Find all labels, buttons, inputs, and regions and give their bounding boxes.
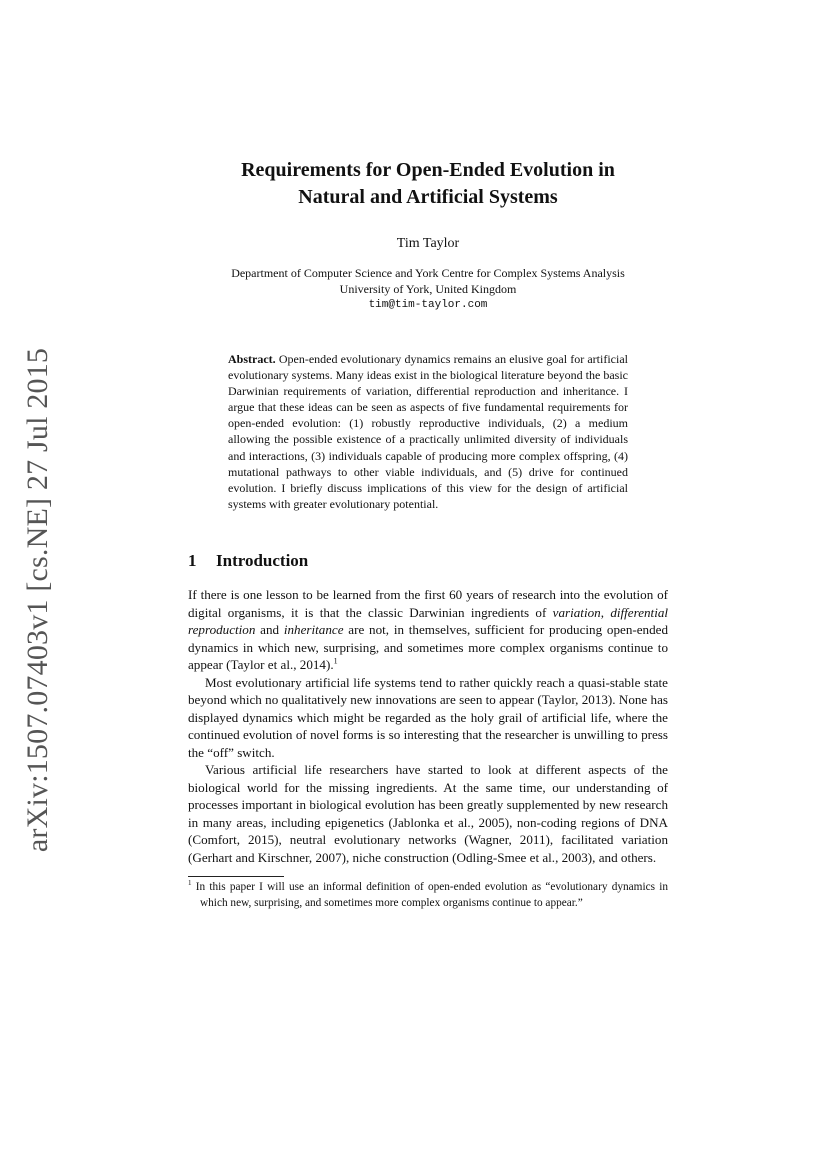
affiliation: [150, 265, 706, 313]
paragraph-1-sep-2: and: [255, 622, 284, 637]
author-name: Tim Taylor: [396, 236, 460, 251]
term-differential-reproduction: differential reproduction: [188, 604, 669, 637]
paragraph-1: [188, 586, 668, 674]
affiliation-department: Department of Computer Science and York Centre for Complex Systems Analysis: [231, 266, 625, 280]
term-variation: variation: [552, 604, 601, 620]
arxiv-identifier-text: arXiv:1507.07403v1 [cs.NE] 27 Jul 2015: [21, 347, 54, 853]
affiliation-university: University of York, United Kingdom: [339, 282, 517, 296]
paragraph-1-part-2: are not, in themselves, sufficient for producing open-ended dynamics in which new, surprising, and sometimes more complex organisms continue to appear (Taylor et al., 2014).: [188, 622, 669, 672]
section-number: 1: [188, 551, 197, 570]
arxiv-identifier: [10, 345, 66, 855]
footnote-divider: [188, 876, 284, 877]
footnote-reference: 1: [333, 656, 338, 666]
paper-title-line-1: Requirements for Open-Ended Evolution in: [241, 159, 615, 181]
paragraph-1-sep-1: ,: [600, 604, 611, 620]
paragraph-2: Most evolutionary artificial life systems tend to rather quickly reach a quasi-stable state beyond which no qualitatively new innovations are seen to appear (Taylor, 2013). None has displayed dynamics which might be regarded as the holy grail of artificial life, where the continued evolution of novel forms is so interesting that the researcher is unwilling to press the “off” switch.: [188, 674, 668, 760]
paper-title-line-2: Natural and Artificial Systems: [298, 186, 558, 208]
paper-title: [150, 157, 706, 211]
paragraph-3: Various artificial life researchers have started to look at different aspects of the biological world for the missing ingredients. At the same time, our understanding of processes important in biological evolution has been greatly supplemented by new research in many areas, including epigenetics (Jablonka et al., 2005), non-coding regions of DNA (Comfort, 2015), neutral evolutionary networks (Wagner, 2011), facilitated variation (Gerhart and Kirschner, 2007), niche construction (Odling-Smee et al., 2003), and others.: [188, 762, 668, 865]
footnote-mark: 1: [188, 879, 192, 888]
abstract-text: Open-ended evolutionary dynamics remains an elusive goal for artificial evolutionary systems. Many ideas exist in the biological literature beyond the basic Darwinian requirements of variation, differential reproduction and inheritance. I argue that these ideas can be seen as aspects of five fundamental requirements for open-ended evolution: (1) robustly reproductive individuals, (2) a medium allowing the possible existence of a practically unlimited diversity of individuals and interactions, (3) individuals capable of producing more complex offspring, (4) mutational pathways to other viable individuals, and (5) drive for continued evolution. I briefly discuss implications of this view for the design of artificial systems with greater evolutionary potential.: [228, 352, 628, 511]
abstract-label: Abstract.: [228, 352, 276, 366]
footnote: [188, 880, 668, 911]
author-email: tim@tim-taylor.com: [368, 299, 488, 311]
term-inheritance: inheritance: [283, 622, 344, 637]
paragraph-1-part-1: If there is one lesson to be learned from the first 60 years of research into the evolution of digital organisms, it is that the classic Darwinian ingredients of: [188, 587, 668, 620]
body-text: [188, 586, 668, 866]
footnote-text: In this paper I will use an informal definition of open-ended evolution as “evolutionary dynamics in which new, surprising, and sometimes more complex organisms continue to appear.”: [195, 881, 668, 909]
section-title: Introduction: [216, 551, 309, 570]
abstract: [228, 351, 628, 512]
section-heading: [188, 551, 308, 571]
